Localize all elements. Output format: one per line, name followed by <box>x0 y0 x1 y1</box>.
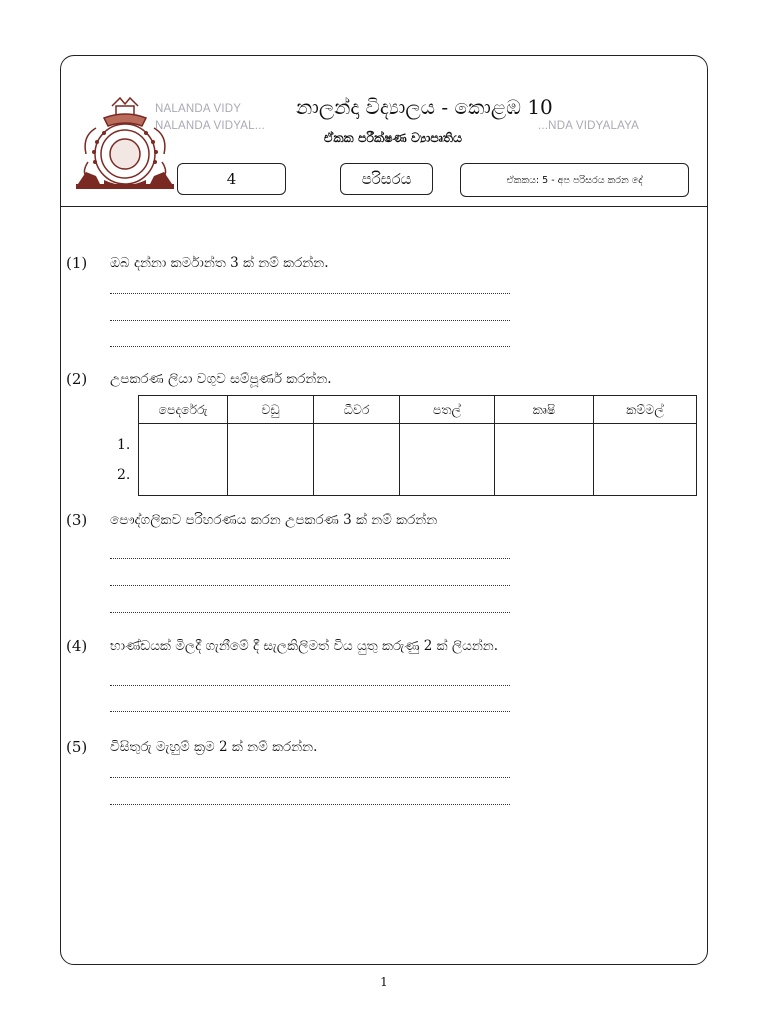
watermark-text: ...NDA VIDYALAYA <box>538 120 639 132</box>
question-text: උපකරණ ලියා වගුව සම්පූර්ණ කරන්න. <box>110 371 332 387</box>
answer-line[interactable] <box>110 346 510 347</box>
table-header: පතල් <box>400 396 495 424</box>
table-header: කම්මල් <box>594 396 697 424</box>
exam-subtitle: ඒකක පරීක්ෂණ ව්‍යාපෘතිය <box>324 130 463 145</box>
table-header: කෘෂි <box>495 396 594 424</box>
question-number: (5) <box>66 738 88 756</box>
grade-box: 4 <box>177 163 286 195</box>
table-row-label: 2. <box>117 467 131 483</box>
answer-cell[interactable] <box>314 424 400 496</box>
table-header: වඩු <box>228 396 314 424</box>
answer-line[interactable] <box>110 804 510 805</box>
question-number: (2) <box>66 370 88 388</box>
subject-box: පරිසරය <box>340 163 433 195</box>
answer-line[interactable] <box>110 612 510 613</box>
page-number: 1 <box>380 975 388 989</box>
answer-line[interactable] <box>110 558 510 559</box>
question-text: පෞද්ගලිකව පරිහරණය කරන උපකරණ 3 ක් නම් කරන්න <box>110 512 438 528</box>
school-title: නාලන්දා විද්‍යාලය - කොළඹ 10 <box>296 95 553 119</box>
equipment-table <box>138 395 697 496</box>
answer-line[interactable] <box>110 293 510 294</box>
question-number: (4) <box>66 637 88 655</box>
watermark-text: NALANDA VIDYAL... <box>155 120 265 132</box>
header-divider <box>60 206 708 207</box>
answer-cell[interactable] <box>139 424 228 496</box>
answer-cell[interactable] <box>400 424 495 496</box>
question-text: භාණ්ඩයක් මිලදී ගැනීමේ දී සැලකිලිමත් විය යුතු කරුණු 2 ක් ලියන්න. <box>110 638 499 654</box>
table-header: ධීවර <box>314 396 400 424</box>
answer-line[interactable] <box>110 711 510 712</box>
answer-line[interactable] <box>110 685 510 686</box>
answer-cell[interactable] <box>228 424 314 496</box>
question-text: ඔබ දන්නා කර්මාන්ත 3 ක් නම් කරන්න. <box>110 255 329 271</box>
question-text: විසිතුරු මැහුම් ක්‍රම 2 ක් නම් කරන්න. <box>110 739 318 755</box>
answer-cell[interactable] <box>495 424 594 496</box>
answer-line[interactable] <box>110 320 510 321</box>
unit-box: ඒකකය: 5 - අප පරිසරය කරන දේ <box>460 163 689 197</box>
question-number: (1) <box>66 254 88 272</box>
answer-line[interactable] <box>110 585 510 586</box>
answer-line[interactable] <box>110 777 510 778</box>
question-number: (3) <box>66 511 88 529</box>
watermark-text: NALANDA VIDY <box>155 103 242 115</box>
table-header: පෙදරේරු <box>139 396 228 424</box>
table-row-label: 1. <box>117 437 131 453</box>
answer-cell[interactable] <box>594 424 697 496</box>
